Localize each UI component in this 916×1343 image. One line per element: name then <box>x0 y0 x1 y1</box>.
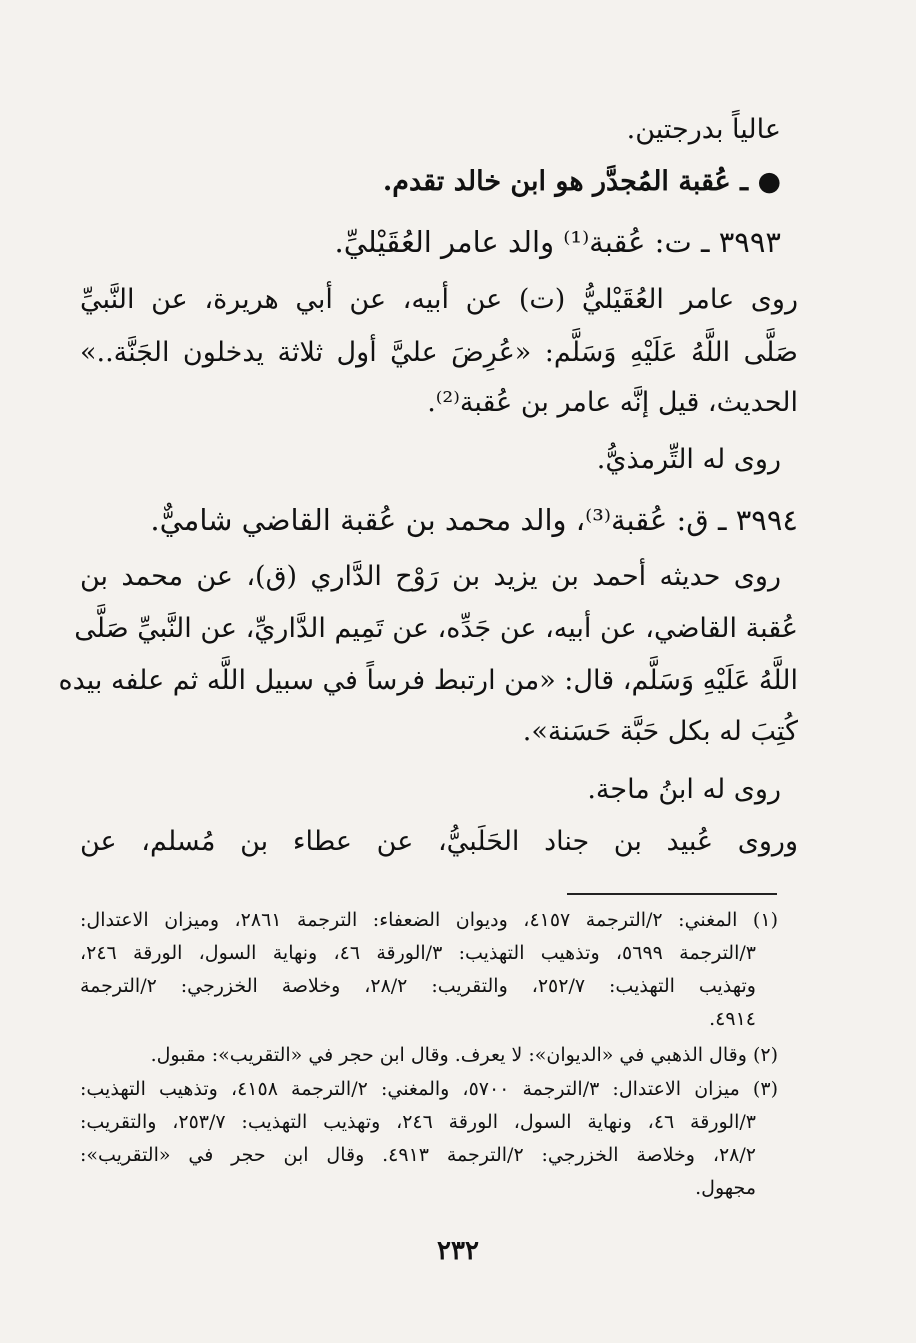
body-line-14: وروى عُبيد بن جناد الحَلَبيُّ، عن عطاء بن مُسلم، عن <box>80 826 798 857</box>
body-line-10: عُقبة القاضي، عن أبيه، عن جَدِّه، عن تَمِيم الدَّاريِّ، عن النَّبيِّ صَلَّى <box>74 613 798 644</box>
body-line-4: روى عامر العُقَيْليُّ (ت) عن أبيه، عن أبي هريرة، عن النَّبيِّ <box>80 284 798 315</box>
body-line-6: الحديث، قيل إنَّه عامر بن عُقبة⁽²⁾. <box>427 387 798 418</box>
footnote-3-line-2: ٣/الورقة ٤٦، ونهاية السول، الورقة ٢٤٦، وتهذيب التهذيب: ٢٥٣/٧، والتقريب: <box>80 1111 756 1133</box>
footnote-2: (٢) وقال الذهبي في «الديوان»: لا يعرف. وقال ابن حجر في «التقريب»: مقبول. <box>150 1044 778 1066</box>
footnote-1-line-3: وتهذيب التهذيب: ٢٥٢/٧، والتقريب: ٢٨/٢، وخلاصة الخزرجي: ٢/الترجمة <box>80 975 756 997</box>
entry-cross-reference: ● ـ عُقبة المُجدَّر هو ابن خالد تقدم. <box>382 166 781 197</box>
body-line-1: عالياً بدرجتين. <box>626 114 781 145</box>
footnote-3-line-1: (٣) ميزان الاعتدال: ٣/الترجمة ٥٧٠٠، والمغني: ٢/الترجمة ٤١٥٨، وتذهيب التهذيب: <box>80 1078 778 1100</box>
body-line-9: روى حديثه أحمد بن يزيد بن رَوْح الدَّاري (ق)، عن محمد بن <box>80 561 781 592</box>
footnote-1-line-2: ٣/الترجمة ٥٦٩٩، وتذهيب التهذيب: ٣/الورقة ٤٦، ونهاية السول، الورقة ٢٤٦، <box>80 942 756 964</box>
footnote-1-line-1: (١) المغني: ٢/الترجمة ٤١٥٧، وديوان الضعفاء: الترجمة ٢٨٦١، وميزان الاعتدال: <box>80 909 778 931</box>
body-line-5: صَلَّى اللَّهُ عَلَيْهِ وَسَلَّم: «عُرِضَ عليَّ أول ثلاثة يدخلون الجَنَّة..» <box>80 337 798 368</box>
body-line-12: كُتِبَ له بكل حَبَّة حَسَنة». <box>522 716 798 747</box>
body-line-11: اللَّهُ عَلَيْهِ وَسَلَّم، قال: «من ارتبط فرساً في سبيل اللَّه ثم علفه بيده <box>58 665 798 696</box>
footnote-3-line-3: ٢٨/٢، وخلاصة الخزرجي: ٢/الترجمة ٤٩١٣. وقال ابن حجر في «التقريب»: <box>80 1144 756 1166</box>
body-line-7: روى له التِّرمذيُّ. <box>596 444 781 475</box>
entry-heading-3993: ٣٩٩٣ ـ ت: عُقبة⁽¹⁾ والد عامر العُقَيْليِّ. <box>334 225 781 259</box>
body-line-13: روى له ابنُ ماجة. <box>587 774 781 805</box>
footnote-separator <box>567 893 777 895</box>
footnote-1-line-4: ٤٩١٤. <box>709 1008 756 1030</box>
footnote-3-line-4: مجهول. <box>695 1177 756 1199</box>
entry-heading-3994: ٣٩٩٤ ـ ق: عُقبة⁽³⁾، والد محمد بن عُقبة القاضي شاميٌّ. <box>150 503 798 537</box>
page-number: ٢٣٢ <box>437 1236 479 1266</box>
